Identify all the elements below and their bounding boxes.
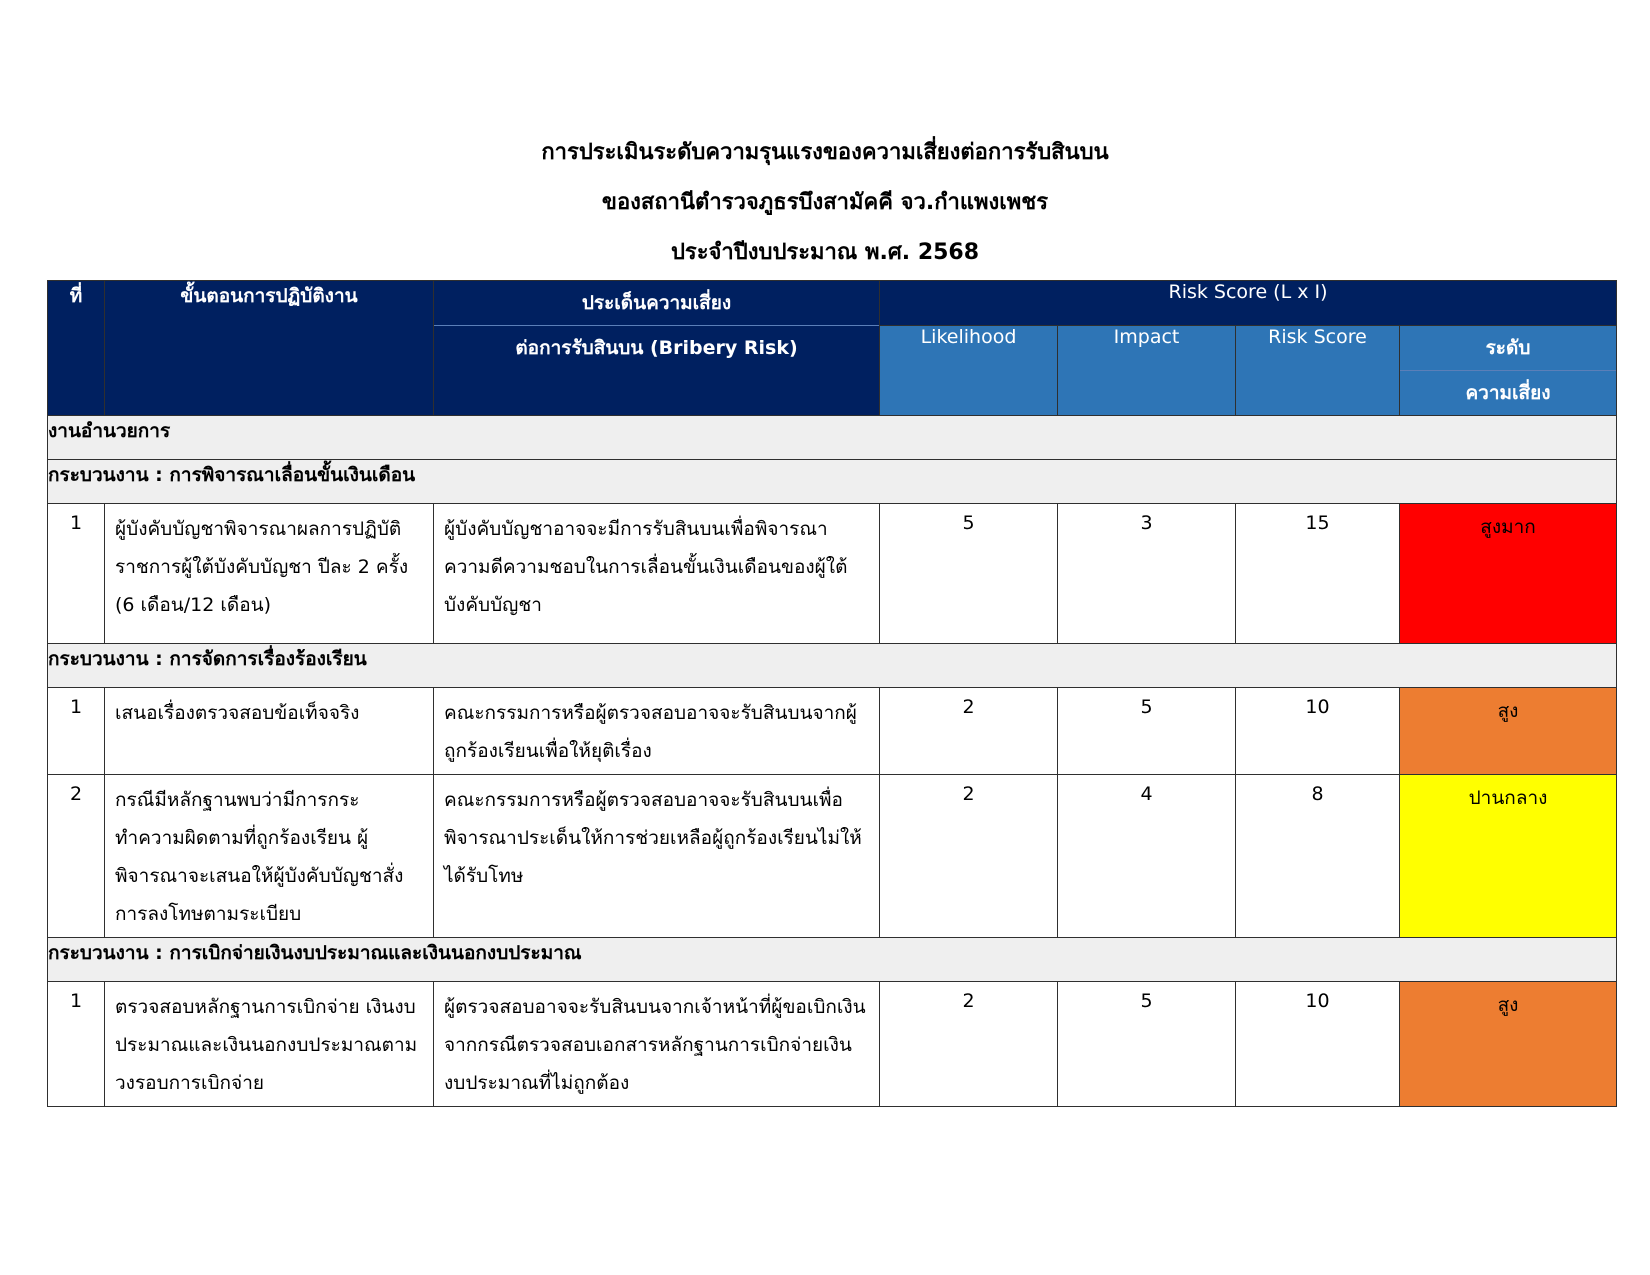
risk-score-cell: 10 xyxy=(1236,688,1400,775)
likelihood-cell: 2 xyxy=(880,982,1058,1107)
department-label: งานอำนวยการ xyxy=(48,416,1617,460)
process-row xyxy=(48,938,1617,982)
row-number: 1 xyxy=(48,688,105,775)
table-body xyxy=(48,416,1617,1107)
step-cell: กรณีมีหลักฐานพบว่ามีการกระทำความผิดตามที่ถูกร้องเรียน ผู้พิจารณาจะเสนอให้ผู้บังคับบัญชาสั่งการลงโทษตามระเบียบ xyxy=(105,775,434,938)
row-number: 1 xyxy=(48,982,105,1107)
table-row xyxy=(48,504,1617,644)
step-cell: เสนอเรื่องตรวจสอบข้อเท็จจริง xyxy=(105,688,434,775)
title-line-2: ของสถานีตำรวจภูธรบึงสามัคคี จว.กำแพงเพชร xyxy=(601,190,1049,215)
likelihood-cell: 5 xyxy=(880,504,1058,644)
table-row xyxy=(48,775,1617,938)
header-risk-level xyxy=(1400,326,1617,416)
risk-level-cell: สูง xyxy=(1400,982,1617,1107)
likelihood-cell: 2 xyxy=(880,775,1058,938)
header-level-line-2: ความเสี่ยง xyxy=(1400,370,1616,415)
header-likelihood: Likelihood xyxy=(880,326,1058,416)
header-issue-line-2: ต่อการรับสินบน (Bribery Risk) xyxy=(434,325,879,370)
risk-level-cell: สูง xyxy=(1400,688,1617,775)
row-number: 1 xyxy=(48,504,105,644)
title-line-1: การประเมินระดับความรุนแรงของความเสี่ยงต่อการรับสินบน xyxy=(541,140,1109,165)
impact-cell: 5 xyxy=(1058,688,1236,775)
risk-issue-cell: คณะกรรมการหรือผู้ตรวจสอบอาจจะรับสินบนจากผู้ถูกร้องเรียนเพื่อให้ยุติเรื่อง xyxy=(434,688,880,775)
process-title: กระบวนงาน : การจัดการเรื่องร้องเรียน xyxy=(48,644,1617,688)
header-issue xyxy=(434,281,880,416)
risk-issue-cell: ผู้ตรวจสอบอาจจะรับสินบนจากเจ้าหน้าที่ผู้ขอเบิกเงิน จากกรณีตรวจสอบเอกสารหลักฐานการเบิกจ่ายเงินงบประมาณที่ไม่ถูกต้อง xyxy=(434,982,880,1107)
likelihood-cell: 2 xyxy=(880,688,1058,775)
header-risk-score-group: Risk Score (L x I) xyxy=(880,281,1617,326)
impact-cell: 4 xyxy=(1058,775,1236,938)
bribery-risk-table xyxy=(47,280,1617,1107)
table-row xyxy=(48,982,1617,1107)
process-row xyxy=(48,460,1617,504)
risk-issue-cell: ผู้บังคับบัญชาอาจจะมีการรับสินบนเพื่อพิจารณาความดีความชอบในการเลื่อนขั้นเงินเดือนของผู้ใต้บังคับบัญชา xyxy=(434,504,880,644)
table-header xyxy=(48,281,1617,416)
header-issue-line-1: ประเด็นความเสี่ยง xyxy=(581,292,732,314)
header-level-line-1: ระดับ xyxy=(1485,337,1531,359)
header-impact: Impact xyxy=(1058,326,1236,416)
impact-cell: 3 xyxy=(1058,504,1236,644)
department-row xyxy=(48,416,1617,460)
risk-issue-cell: คณะกรรมการหรือผู้ตรวจสอบอาจจะรับสินบนเพื่อพิจารณาประเด็นให้การช่วยเหลือผู้ถูกร้องเรียนไม่ให้ได้รับโทษ xyxy=(434,775,880,938)
document-title xyxy=(0,128,1650,278)
process-row xyxy=(48,644,1617,688)
row-number: 2 xyxy=(48,775,105,938)
process-title: กระบวนงาน : การเบิกจ่ายเงินงบประมาณและเงินนอกงบประมาณ xyxy=(48,938,1617,982)
risk-level-cell: สูงมาก xyxy=(1400,504,1617,644)
header-step: ขั้นตอนการปฏิบัติงาน xyxy=(105,281,434,416)
process-title: กระบวนงาน : การพิจารณาเลื่อนขั้นเงินเดือน xyxy=(48,460,1617,504)
step-cell: ตรวจสอบหลักฐานการเบิกจ่าย เงินงบประมาณและเงินนอกงบประมาณตามวงรอบการเบิกจ่าย xyxy=(105,982,434,1107)
step-cell: ผู้บังคับบัญชาพิจารณาผลการปฏิบัติราชการผู้ใต้บังคับบัญชา ปีละ 2 ครั้ง (6 เดือน/12 เดือน) xyxy=(105,504,434,644)
risk-score-cell: 8 xyxy=(1236,775,1400,938)
risk-score-cell: 15 xyxy=(1236,504,1400,644)
table-row xyxy=(48,688,1617,775)
risk-level-cell: ปานกลาง xyxy=(1400,775,1617,938)
title-line-3: ประจำปีงบประมาณ พ.ศ. 2568 xyxy=(670,240,980,265)
impact-cell: 5 xyxy=(1058,982,1236,1107)
header-risk-score: Risk Score xyxy=(1236,326,1400,416)
header-no: ที่ xyxy=(48,281,105,416)
risk-score-cell: 10 xyxy=(1236,982,1400,1107)
